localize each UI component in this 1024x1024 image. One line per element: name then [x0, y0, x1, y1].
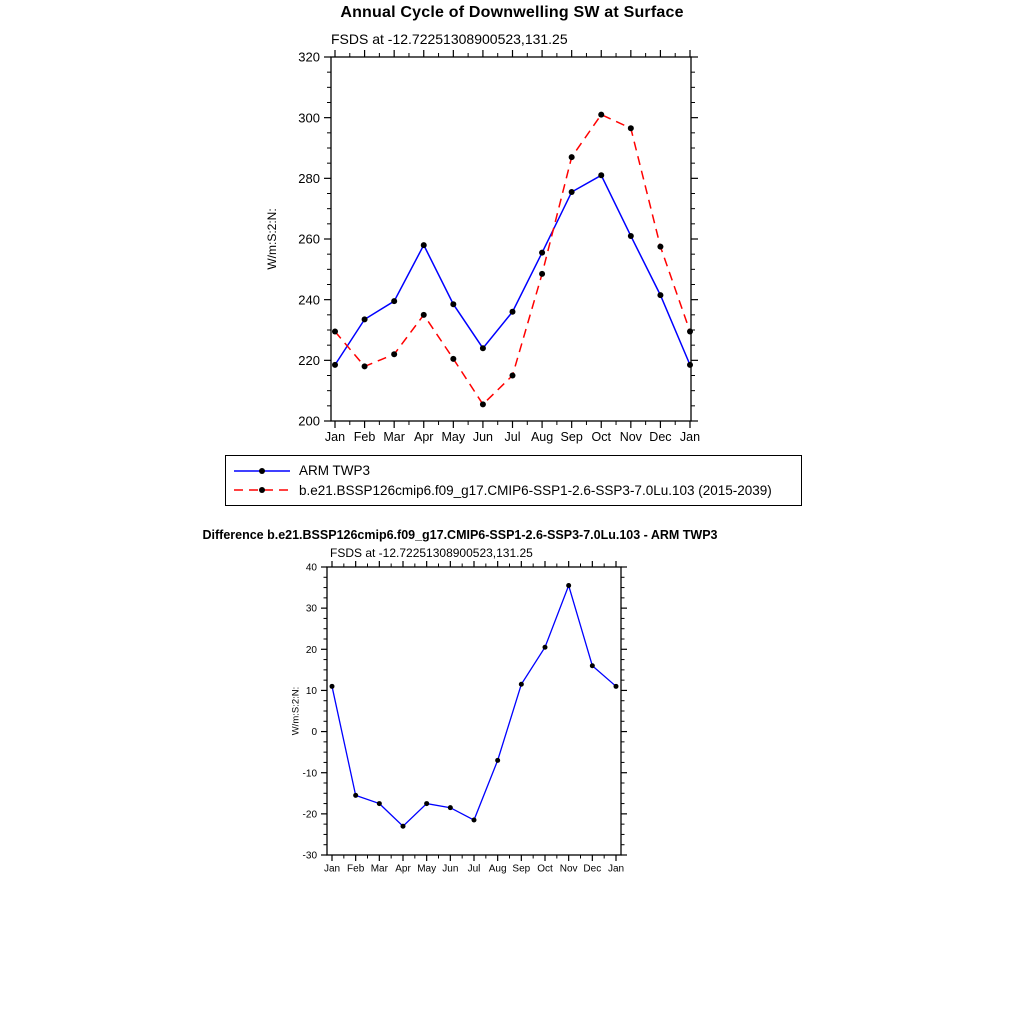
- y-tick-label: 320: [298, 49, 320, 65]
- bottom-chart-y-axis-label: W/m:S:2:N:: [290, 686, 302, 736]
- data-point-marker: [472, 818, 477, 823]
- legend-marker-dot: [259, 468, 265, 474]
- x-tick-label: Feb: [347, 863, 365, 875]
- legend-box: [225, 455, 802, 506]
- legend-marker-dot: [259, 487, 265, 493]
- data-point-marker: [450, 301, 456, 307]
- data-point-marker: [569, 154, 575, 160]
- data-point-marker: [687, 329, 693, 335]
- data-point-marker: [332, 362, 338, 368]
- x-tick-label: Mar: [370, 863, 388, 875]
- series-line: [335, 175, 690, 365]
- series-line: [335, 115, 690, 405]
- legend-entry-arm-twp3: [232, 464, 795, 478]
- data-point-marker: [401, 824, 406, 829]
- data-point-marker: [510, 309, 516, 315]
- x-tick-label: Nov: [619, 430, 642, 445]
- y-tick-label: 280: [298, 171, 320, 187]
- x-tick-label: Mar: [383, 430, 405, 445]
- y-tick-label: 300: [298, 110, 320, 126]
- data-point-marker: [353, 793, 358, 798]
- data-point-marker: [598, 172, 604, 178]
- y-tick-label: 20: [305, 644, 317, 656]
- data-point-marker: [362, 363, 368, 369]
- series-line: [332, 586, 616, 827]
- top-chart-y-axis-label: W/m:S:2:N:: [265, 208, 279, 270]
- plot-frame: [331, 57, 691, 421]
- data-point-marker: [539, 250, 545, 256]
- x-tick-label: Dec: [649, 430, 672, 445]
- x-tick-label: Dec: [583, 863, 602, 875]
- y-tick-label: -30: [302, 850, 317, 862]
- x-tick-label: Jul: [504, 430, 521, 445]
- x-tick-label: Sep: [512, 863, 531, 875]
- legend-label-model-run: b.e21.BSSP126cmip6.f09_g17.CMIP6-SSP1-2.6-SSP3-7.0Lu.103 (2015-2039): [299, 482, 772, 498]
- x-tick-label: Jan: [323, 863, 341, 875]
- data-point-marker: [362, 316, 368, 322]
- x-tick-label: May: [417, 863, 437, 875]
- data-point-marker: [598, 112, 604, 118]
- annual-cycle-chart: [298, 50, 700, 444]
- y-tick-label: 30: [305, 603, 317, 615]
- x-tick-label: Jun: [442, 863, 459, 875]
- data-point-marker: [687, 362, 693, 368]
- y-tick-label: 240: [298, 292, 320, 308]
- x-tick-label: Apr: [395, 863, 411, 875]
- plot-frame: [327, 567, 621, 855]
- x-tick-label: Sep: [560, 430, 583, 445]
- legend-entry-model-run: [232, 484, 795, 498]
- legend-line-sample: [232, 484, 292, 496]
- x-tick-label: Jul: [467, 863, 481, 875]
- data-point-marker: [590, 663, 595, 668]
- data-point-marker: [543, 645, 548, 650]
- data-point-marker: [421, 312, 427, 318]
- difference-chart: [303, 561, 627, 875]
- data-point-marker: [628, 233, 634, 239]
- y-tick-label: 200: [298, 413, 320, 429]
- legend-label-arm-twp3: ARM TWP3: [299, 463, 371, 478]
- x-tick-label: Feb: [353, 430, 376, 445]
- data-point-marker: [569, 189, 575, 195]
- x-tick-label: Jan: [607, 863, 625, 875]
- data-point-marker: [424, 801, 429, 806]
- data-point-marker: [330, 684, 335, 689]
- y-tick-label: -10: [302, 768, 317, 780]
- y-tick-label: -20: [302, 809, 317, 821]
- x-tick-label: Oct: [537, 863, 553, 875]
- x-tick-label: May: [441, 430, 466, 445]
- data-point-marker: [657, 292, 663, 298]
- y-tick-label: 220: [298, 353, 320, 369]
- data-point-marker: [391, 351, 397, 357]
- data-point-marker: [614, 684, 619, 689]
- top-chart-title: Annual Cycle of Downwelling SW at Surface: [340, 4, 684, 21]
- data-point-marker: [510, 373, 516, 379]
- data-point-marker: [495, 758, 500, 763]
- y-tick-label: 40: [305, 562, 317, 574]
- y-tick-label: 10: [305, 686, 317, 698]
- x-tick-label: Aug: [530, 430, 554, 445]
- legend-line-sample: [232, 465, 292, 477]
- x-tick-label: Jan: [324, 430, 346, 445]
- bottom-chart-subtitle: FSDS at -12.72251308900523,131.25: [330, 546, 533, 560]
- y-tick-label: 0: [311, 727, 317, 739]
- x-tick-label: Aug: [488, 863, 507, 875]
- y-tick-label: 260: [298, 231, 320, 247]
- top-chart-subtitle: FSDS at -12.72251308900523,131.25: [331, 31, 568, 47]
- data-point-marker: [421, 242, 427, 248]
- data-point-marker: [448, 805, 453, 810]
- x-tick-label: Oct: [591, 430, 611, 445]
- data-point-marker: [377, 801, 382, 806]
- data-point-marker: [450, 356, 456, 362]
- data-point-marker: [657, 244, 663, 250]
- data-point-marker: [332, 329, 338, 335]
- data-point-marker: [391, 298, 397, 304]
- data-point-marker: [539, 271, 545, 277]
- bottom-chart-title: Difference b.e21.BSSP126cmip6.f09_g17.CMIP6-SSP1-2.6-SSP3-7.0Lu.103 - ARM TWP3: [202, 528, 718, 542]
- x-tick-label: Jan: [679, 430, 701, 445]
- x-tick-label: Apr: [414, 430, 434, 445]
- data-point-marker: [628, 125, 634, 131]
- data-point-marker: [519, 682, 524, 687]
- data-point-marker: [480, 401, 486, 407]
- x-tick-label: Jun: [472, 430, 493, 445]
- x-tick-label: Nov: [559, 863, 578, 875]
- data-point-marker: [566, 583, 571, 588]
- data-point-marker: [480, 345, 486, 351]
